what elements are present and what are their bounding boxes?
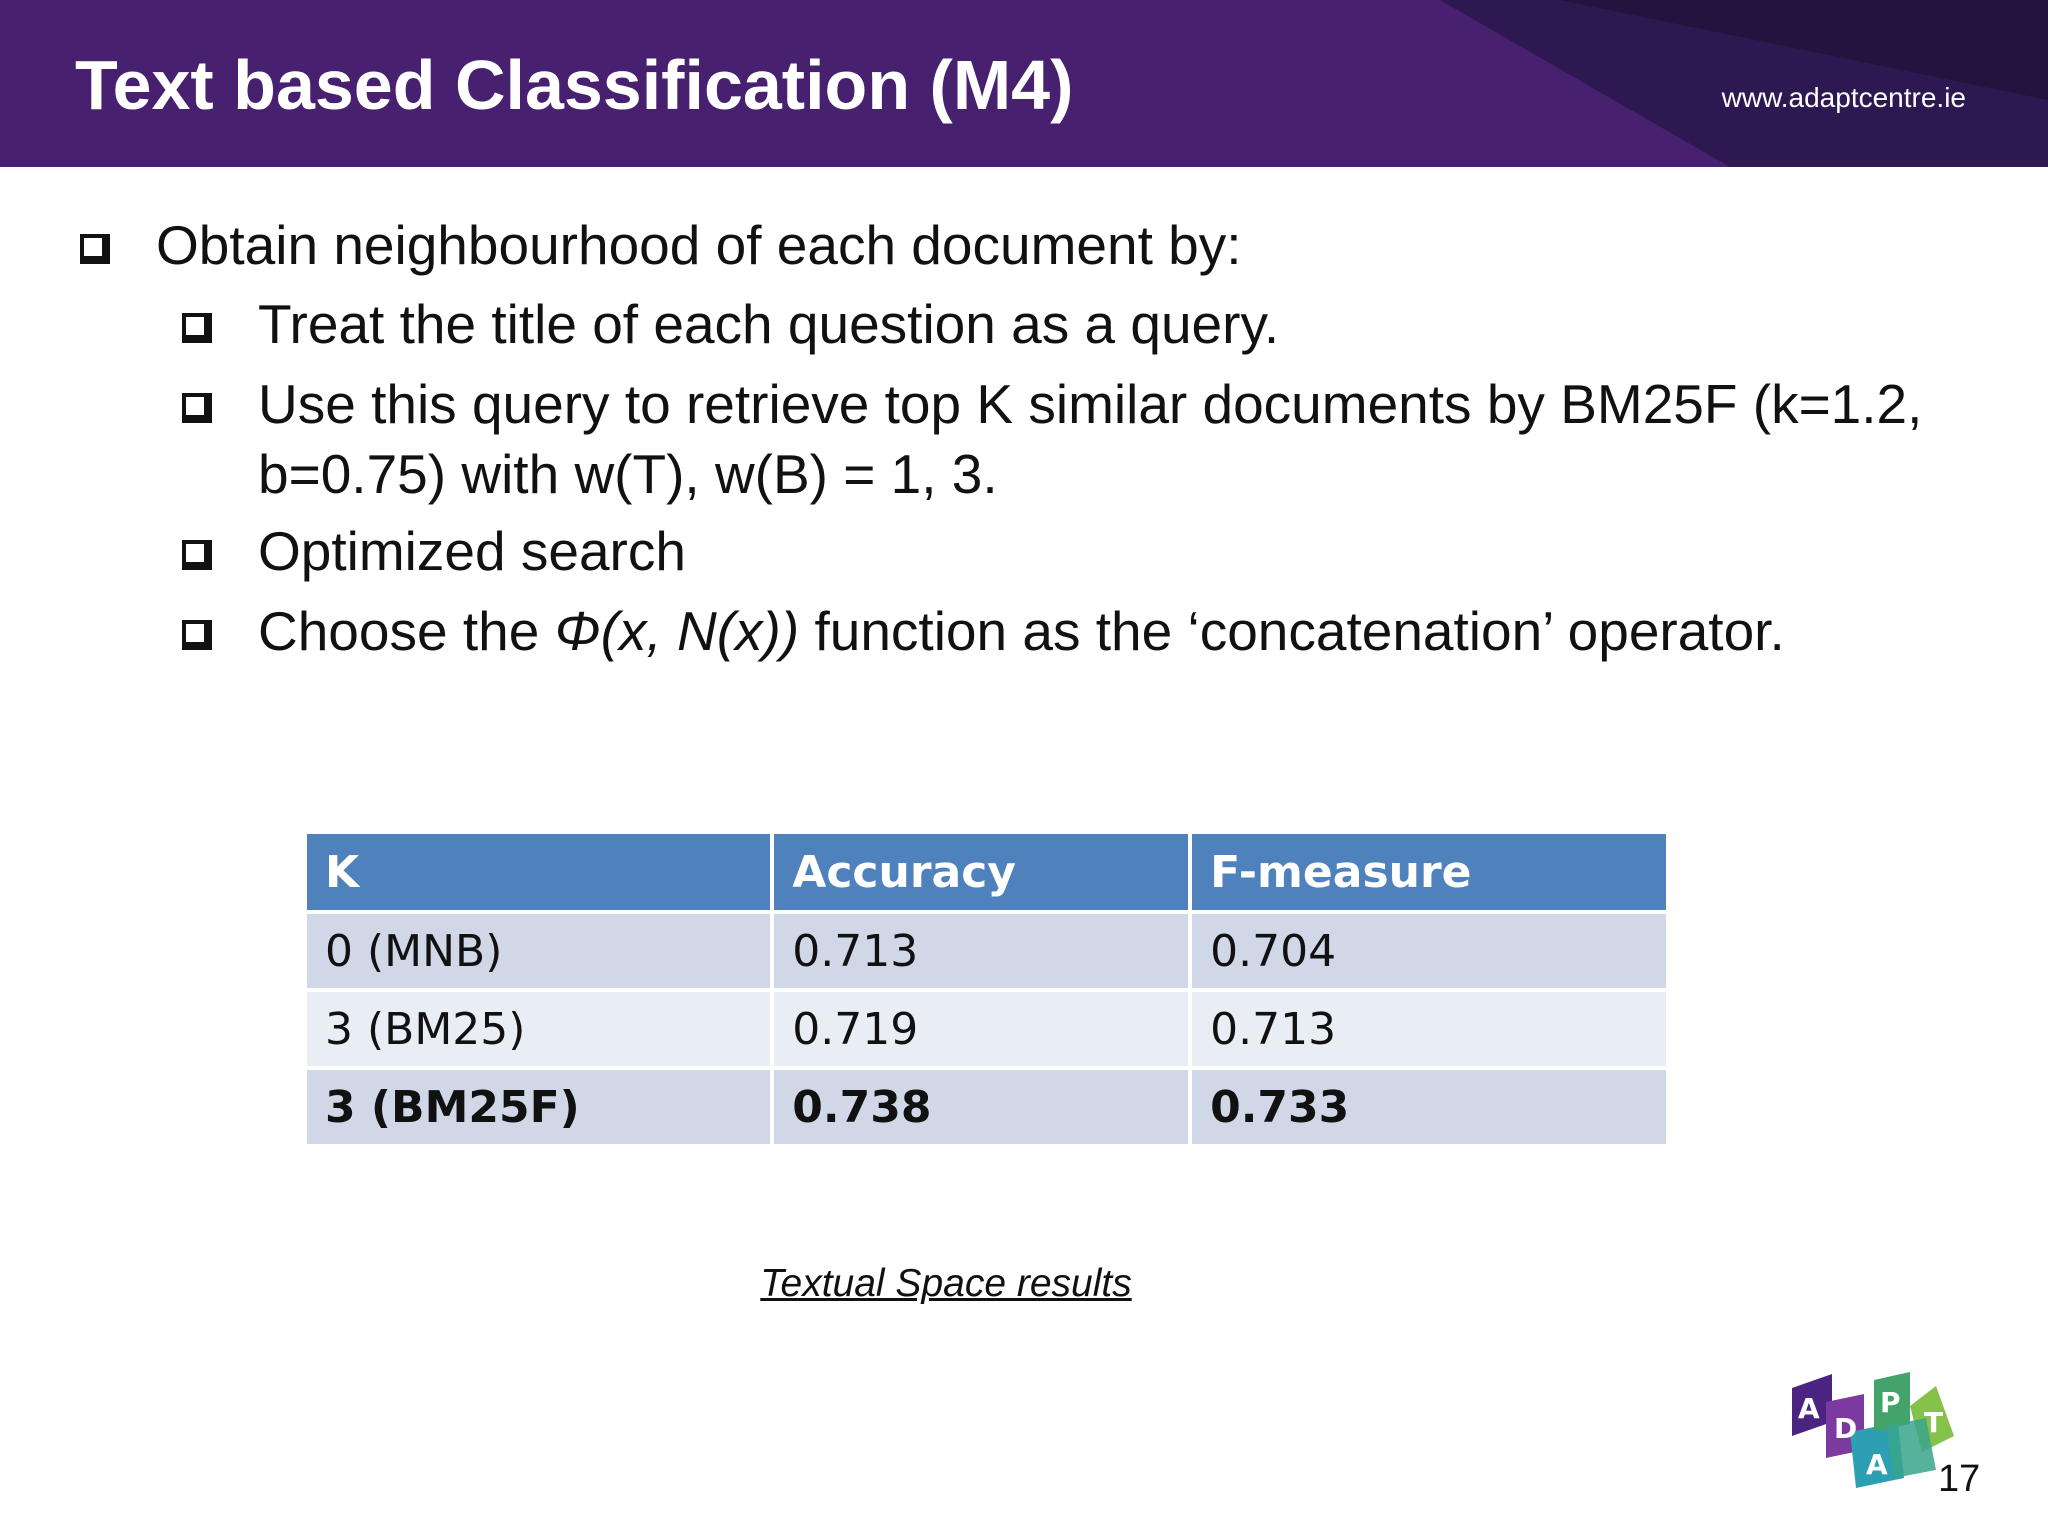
table-cell-accuracy: 0.713 [774, 914, 1188, 988]
column-header-k: K [307, 834, 770, 910]
table-cell-f-measure: 0.704 [1192, 914, 1666, 988]
sub-bullet-text: Treat the title of each question as a query. [258, 293, 1280, 355]
table-cell-k: 3 (BM25) [307, 992, 770, 1066]
sub-bullet-text: Use this query to retrieve top K similar documents by BM25F (k=1.2, b=0.75) with w(T), w(B) = 1, 3. [258, 373, 1923, 505]
table-cell-accuracy: 0.719 [774, 992, 1188, 1066]
checkbox-bullet-icon [80, 234, 110, 264]
table-row-highlight [307, 1070, 1666, 1144]
table-cell-f-measure: 0.713 [1192, 992, 1666, 1066]
table-cell-k: 0 (MNB) [307, 914, 770, 988]
table-row [307, 992, 1666, 1066]
sub-bullet-text: Optimized search [258, 520, 686, 582]
phi-suffix: function as the ‘concatenation’ operator. [799, 600, 1785, 662]
slide-number: 17 [1938, 1458, 1981, 1500]
results-table [303, 830, 1670, 1148]
svg-text:A: A [1866, 1448, 1888, 1481]
svg-text:D: D [1834, 1412, 1858, 1445]
slide-header [0, 0, 2048, 167]
svg-text:P: P [1880, 1386, 1901, 1419]
table-row [307, 914, 1666, 988]
table-cell-f-measure: 0.733 [1192, 1070, 1666, 1144]
site-url: www.adaptcentre.ie [1721, 82, 1966, 113]
checkbox-bullet-icon [182, 393, 212, 423]
checkbox-bullet-icon [182, 540, 212, 570]
table-cell-accuracy: 0.738 [774, 1070, 1188, 1144]
svg-text:T: T [1924, 1406, 1944, 1439]
phi-formula: Φ(x, N(x)) [554, 600, 800, 662]
checkbox-bullet-icon [182, 620, 212, 650]
table-header-row [307, 834, 1666, 910]
svg-text:A: A [1798, 1392, 1820, 1425]
column-header-f-measure: F-measure [1192, 834, 1666, 910]
column-header-accuracy: Accuracy [774, 834, 1188, 910]
table-cell-k: 3 (BM25F) [307, 1070, 770, 1144]
checkbox-bullet-icon [182, 313, 212, 343]
phi-prefix: Choose the [258, 600, 555, 662]
slide-title: Text based Classification (M4) [75, 46, 1074, 124]
table-caption: Textual Space results [760, 1262, 1132, 1305]
sub-bullet-text [258, 596, 1785, 666]
bullet-main-text: Obtain neighbourhood of each document by: [156, 214, 1242, 276]
